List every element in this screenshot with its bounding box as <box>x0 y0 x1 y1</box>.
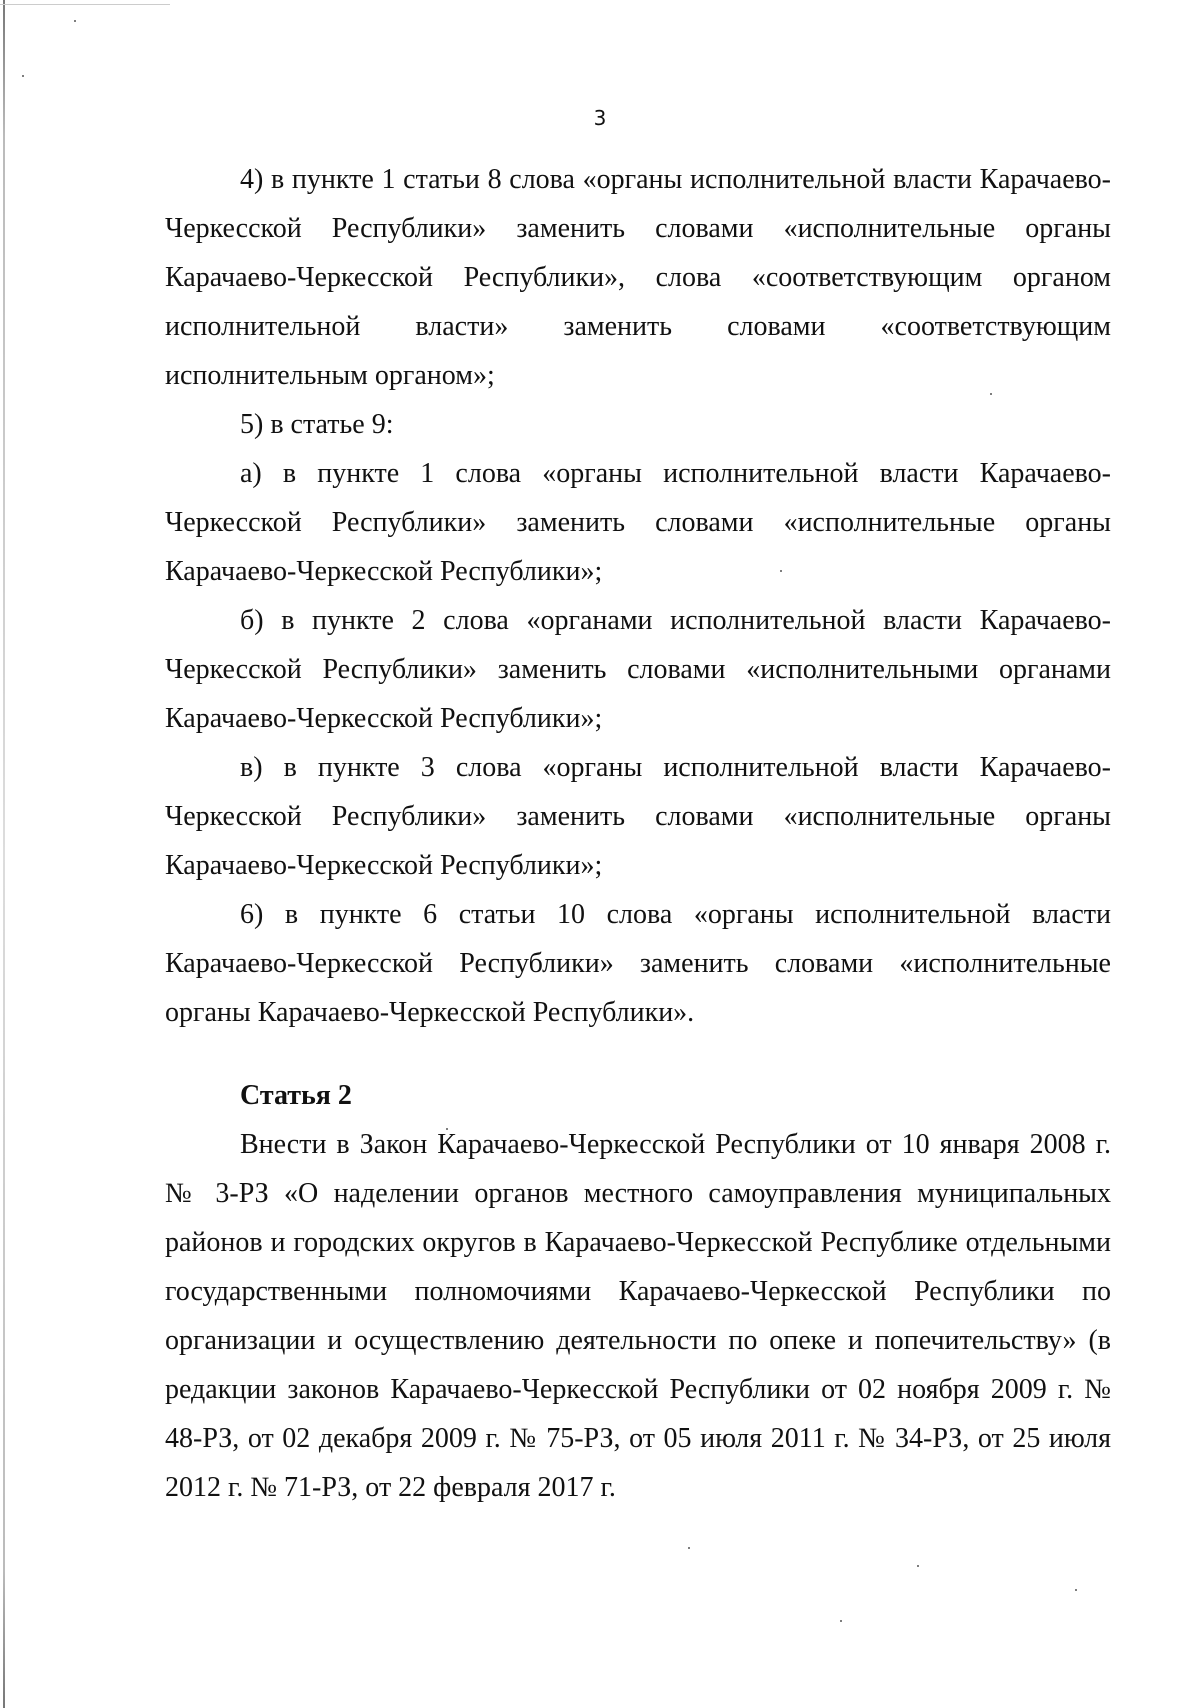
amendment-paragraph: в) в пункте 3 слова «органы исполнительной власти Карачаево-Черкесской Республики» заменить словами «исполнительные органы Карачаево-Черкесской Республики»; <box>165 752 1111 881</box>
amendment-paragraph: б) в пункте 2 слова «органами исполнительной власти Карачаево-Черкесской Республики» заменить словами «исполнительными органами Карачаево-Черкесской Республики»; <box>165 605 1111 734</box>
amendment-paragraph: а) в пункте 1 слова «органы исполнительной власти Карачаево-Черкесской Республики» заменить словами «исполнительные органы Карачаево-Черкесской Республики»; <box>165 458 1111 587</box>
scan-left-edge <box>3 0 5 1708</box>
scan-speck <box>688 1547 690 1549</box>
scan-speck <box>840 1620 842 1622</box>
scan-speck <box>917 1565 919 1567</box>
document-body <box>165 155 1111 1512</box>
amendment-paragraph: 4) в пункте 1 статьи 8 слова «органы исполнительной власти Карачаево-Черкесской Республики» заменить словами «исполнительные органы Карачаево-Черкесской Республики», слова «соответствующим органом исполнительной власти» заменить словами «соответствующим исполнительным органом»; <box>165 164 1111 391</box>
scan-speck <box>22 75 24 77</box>
scan-speck <box>74 20 76 22</box>
scan-top-edge <box>0 4 170 5</box>
article-paragraph: Внести в Закон Карачаево-Черкесской Республики от 10 января 2008 г. № 3-РЗ «О наделении органов местного самоуправления муниципальных районов и городских округов в Карачаево-Черкесской Республике отдельными государственными полномочиями Карачаево-Черкесской Республики по организации и осуществлению деятельности по опеке и попечительству» (в редакции законов Карачаево-Черкесской Республики от 02 ноября 2009 г. № 48-РЗ, от 02 декабря 2009 г. № 75-РЗ, от 05 июля 2011 г. № 34-РЗ, от 25 июля 2012 г. № 71-РЗ, от 22 февраля 2017 г. <box>165 1129 1111 1503</box>
page-number: 3 <box>593 106 607 130</box>
article-heading: Статья 2 <box>240 1080 352 1111</box>
amendment-paragraph: 5) в статье 9: <box>240 409 394 440</box>
amendment-paragraph: 6) в пункте 6 статьи 10 слова «органы исполнительной власти Карачаево-Черкесской Республики» заменить словами «исполнительные органы Карачаево-Черкесской Республики». <box>165 899 1111 1028</box>
scan-speck <box>1075 1589 1077 1591</box>
